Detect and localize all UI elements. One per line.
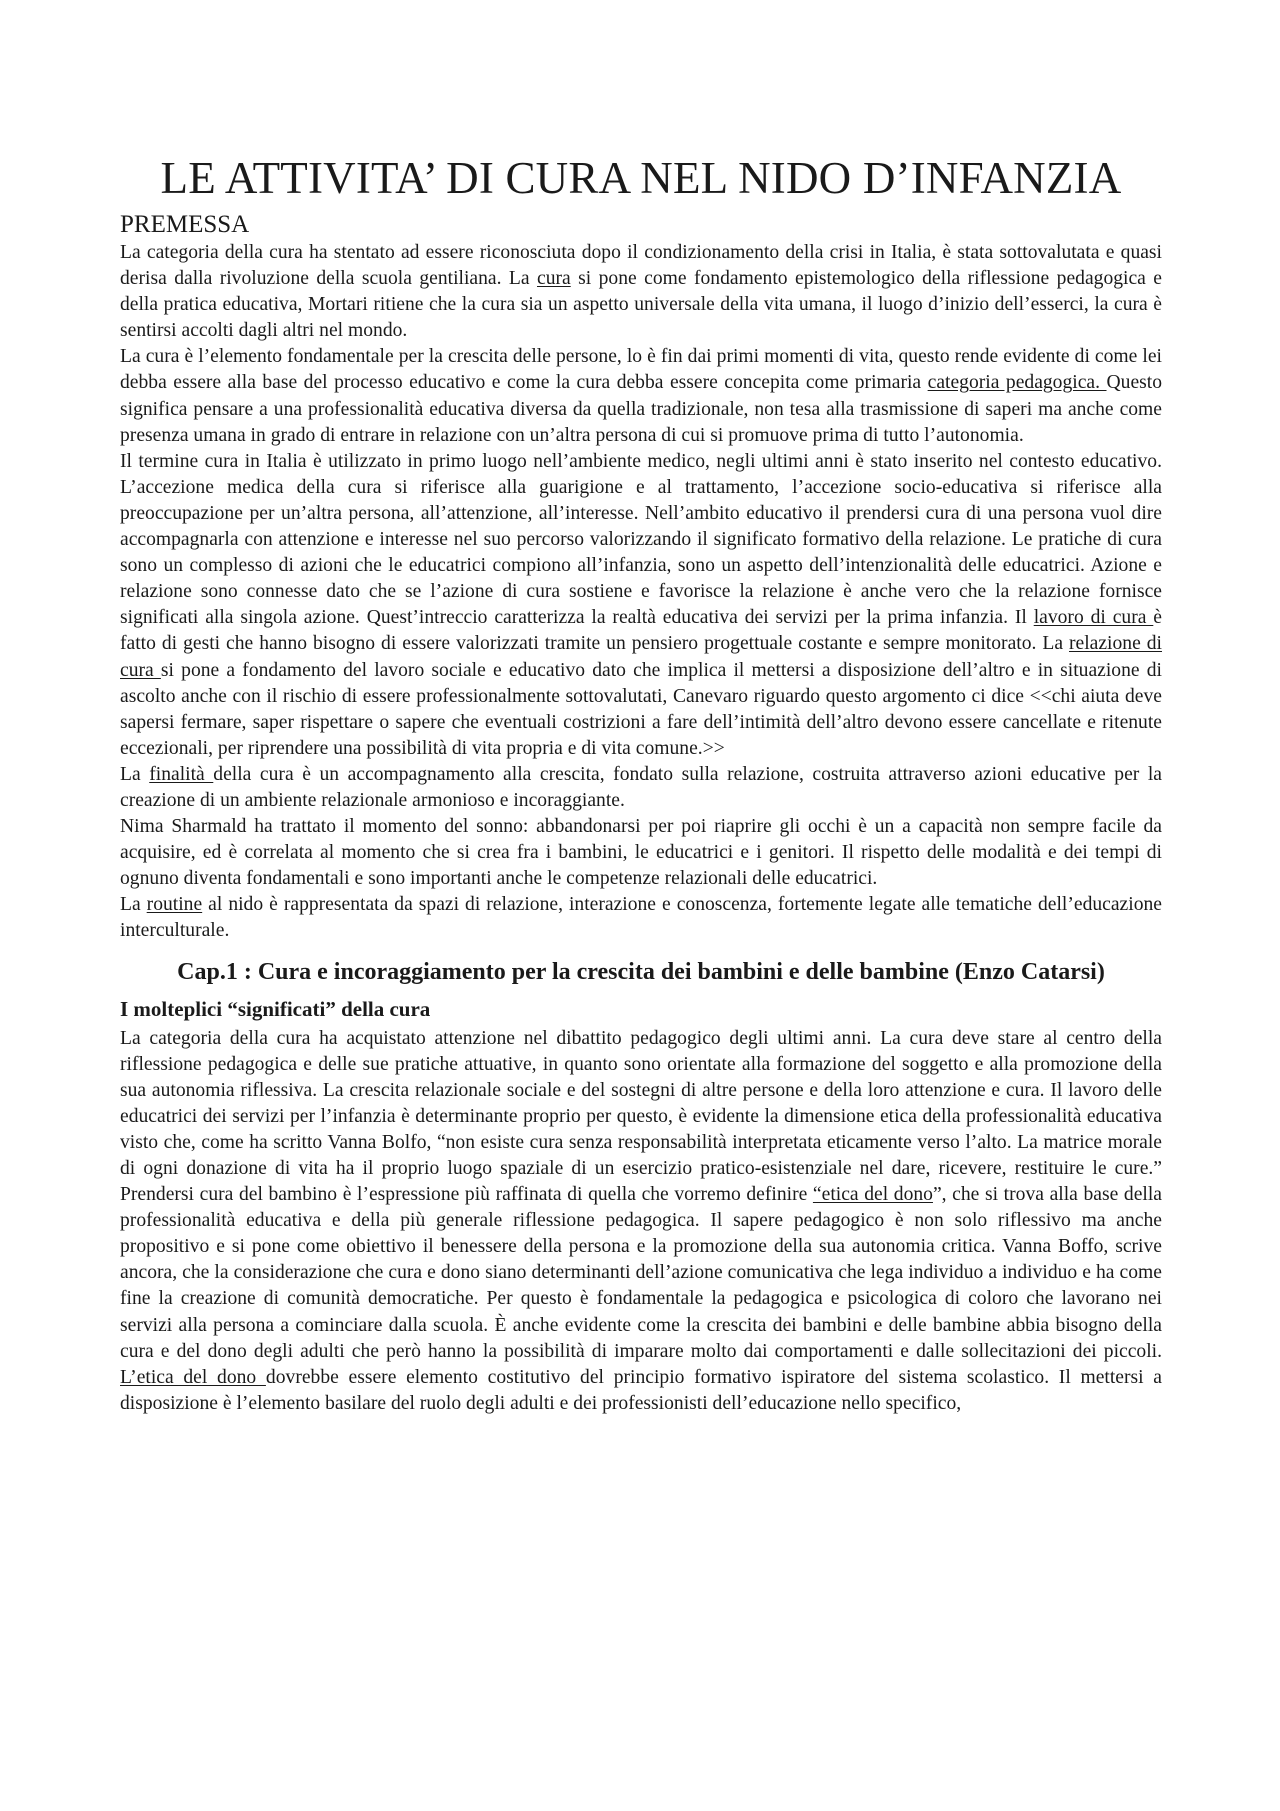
paragraph: Il termine cura in Italia è utilizzato in primo luogo nell’ambiente medico, negli ultimi anni è stato inserito nel contesto educativo. L’accezione medica della cura si riferisce alla guarigione e al trattamento, l’accezione socio-educativa si riferisce alla preoccupazione per un’altra persona, all’attenzione, all’interesse. Nell’ambito educativo il prendersi cura di una persona vuol dire accompagnarla con attenzione e interesse nel suo percorso valorizzando il significato formativo della relazione. Le pratiche di cura sono un complesso di azioni che le educatrici compiono all’infanzia, sono un aspetto dell’intenzionalità delle educatrici. Azione e relazione sono connesse dato che se l’azione di cura sostiene e favorisce la relazione è anche vero che la relazione fornisce significati alla singola azione. Quest’intreccio caratterizza la realtà educativa dei servizi per la prima infanzia. Il lavoro di cura è fatto di gesti che hanno bisogno di essere valorizzati tramite un pensiero progettuale costante e sempre monitorato. La relazione di cura si pone a fondamento del lavoro sociale e educativo dato che implica il mettersi a disposizione dell’altro e in situazione di ascolto anche con il rischio di essere professionalmente sottovalutati, Canevaro riguardo questo argomento ci dice <<chi aiuta deve sapersi fermare, saper rispettare o sapere che eventuali costrizioni a fare dell’intimità dell’altro devono essere cancellate e ritenute eccezionali, per riprendere una possibilità di vita propria e di vita comune.>> [120, 450, 1162, 759]
document-title: LE ATTIVITA’ DI CURA NEL NIDO D’INFANZIA [160, 153, 1122, 203]
paragraph: La routine al nido è rappresentata da spazi di relazione, interazione e conoscenza, fortemente legate alle tematiche dell’educazione interculturale. [120, 894, 1162, 942]
paragraph: La finalità della cura è un accompagnamento alla crescita, fondato sulla relazione, costruita attraverso azioni educative per la creazione di un ambiente relazionale armonioso e incoraggiante. [120, 763, 1163, 811]
chapter-title: Cap.1 : Cura e incoraggiamento per la crescita dei bambini e delle bambine (Enzo Catarsi) [177, 958, 1105, 985]
underlined-term: “etica del dono [812, 1184, 933, 1206]
underlined-term: finalità [149, 763, 214, 785]
paragraph: La categoria della cura ha stentato ad essere riconosciuta dopo il condizionamento della crisi in Italia, è stata sottovalutata e quasi derisa dalla rivoluzione della scuola gentiliana. La cura si pone come fondamento epistemologico della riflessione pedagogica e della pratica educativa, Mortari ritiene che la cura sia un aspetto universale della vita umana, il luogo d’inizio dell’esserci, la cura è sentirsi accolti dagli altri nel mondo. [120, 242, 1162, 342]
underlined-term: categoria pedagogica. [927, 372, 1107, 394]
paragraph: La cura è l’elemento fondamentale per la crescita delle persone, lo è fin dai primi momenti di vita, questo rende evidente di come lei debba essere alla base del processo educativo e come la cura debba essere concepita come primaria categoria pedagogica. Questo significa pensare a una professionalità educativa diversa da quella tradizionale, non tesa alla trasmissione di saperi ma anche come presenza umana in grado di entrare in relazione con un’altra persona di cui si promuove prima di tutto l’autonomia. [120, 346, 1163, 446]
underlined-term: lavoro di cura [1033, 607, 1154, 629]
chapter-paragraph: La categoria della cura ha acquistato attenzione nel dibattito pedagogico degli ultimi anni. La cura deve stare al centro della riflessione pedagogica e delle sue pratiche attuative, in quanto sono orientate alla formazione del soggetto e alla promozione della sua autonomia riflessiva. La crescita relazionale sociale e del sostegni di altre persone e della loro attenzione e cura. Il lavoro delle educatrici dei servizi per l’infanzia è determinante proprio per questo, è evidente la dimensione etica della professionalità educativa visto che, come ha scritto Vanna Bolfo, “non esiste cura senza responsabilità interpretata eticamente verso l’alto. La matrice morale di ogni donazione di vita ha il proprio luogo spaziale di un esercizio pratico-esistenziale nel dare, ricevere, restituire le cure.” Prendersi cura del bambino è l’espressione più raffinata di quella che vorremo definire “etica del dono”, che si trova alla base della professionalità educativa e della più generale riflessione pedagogica. Il sapere pedagogico è non solo riflessivo ma anche propositivo e si pone come obiettivo il benessere della persona e la promozione della sua autonomia critica. Vanna Boffo, scrive ancora, che la considerazione che cura e dono siano determinanti dell’azione comunicativa che lega individuo a individuo e ha come fine la creazione di comunità democratiche. Per questo è fondamentale la pedagogica e psicologica di coloro che lavorano nei servizi alla persona a cominciare dalla scuola. È anche evidente come la crescita dei bambini e delle bambine abbia bisogno della cura e del dono degli adulti che però hanno la possibilità di imparare molto dai comportamenti e dalle sollecitazioni dei piccoli. L’etica del dono dovrebbe essere elemento costitutivo del principio formativo ispiratore del sistema scolastico. Il mettersi a disposizione è l’elemento basilare del ruolo degli adulti e dei professionisti dell’educazione nello specifico, [120, 1027, 1162, 1414]
underlined-term: relazione di cura [120, 633, 1162, 681]
underlined-term: cura [537, 268, 571, 290]
section-heading-premessa: PREMESSA [120, 211, 250, 238]
paragraph: Nima Sharmald ha trattato il momento del sonno: abbandonarsi per poi riaprire gli occhi è un a capacità non sempre facile da acquisire, ed è correlata al momento che si crea fra i bambini, le educatrici e i genitori. Il rispetto delle modalità e dei tempi di ognuno diventa fondamentali e sono importanti anche le competenze relazionali delle educatrici. [120, 816, 1162, 890]
underlined-term: routine [146, 894, 203, 916]
document-page [120, 150, 1162, 1417]
underlined-term: L’etica del dono [120, 1366, 266, 1388]
subsection-title: I molteplici “significati” della cura [120, 996, 431, 1021]
